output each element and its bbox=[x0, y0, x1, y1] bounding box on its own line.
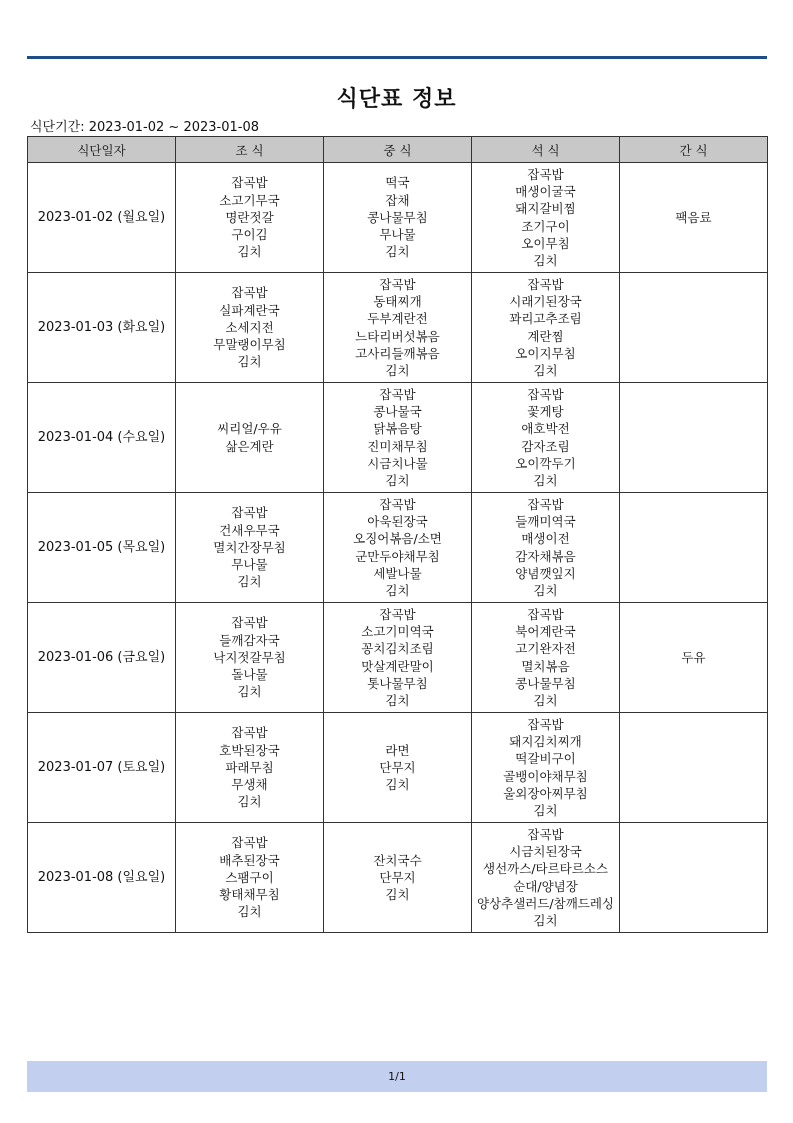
breakfast-item: 잡곡밥 bbox=[231, 725, 268, 741]
dinner-item: 골뱅이야채무침 bbox=[503, 768, 588, 784]
breakfast-item: 무말랭이무침 bbox=[213, 337, 286, 353]
lunch-item: 두부계란전 bbox=[367, 311, 428, 327]
breakfast-cell bbox=[176, 823, 324, 933]
lunch-item: 오징어볶음/소면 bbox=[353, 531, 442, 547]
dinner-item: 고기완자전 bbox=[515, 641, 576, 657]
dinner-item: 김치 bbox=[533, 693, 558, 709]
dinner-item: 시금치된장국 bbox=[509, 843, 582, 859]
meal-date: 2023-01-06 (금요일) bbox=[28, 603, 176, 713]
header-dinner: 석 식 bbox=[472, 137, 620, 163]
dinner-cell bbox=[472, 603, 620, 713]
lunch-item: 잡곡밥 bbox=[379, 496, 416, 512]
breakfast-item: 무나물 bbox=[231, 557, 268, 573]
breakfast-item: 호박된장국 bbox=[219, 742, 280, 758]
dinner-item: 감자조림 bbox=[521, 438, 570, 454]
dinner-cell bbox=[472, 823, 620, 933]
breakfast-item: 삶은계란 bbox=[225, 438, 274, 454]
snack-item: 두유 bbox=[681, 649, 706, 665]
breakfast-item: 파래무침 bbox=[225, 759, 274, 775]
lunch-item: 잔치국수 bbox=[373, 852, 422, 868]
lunch-item: 세발나물 bbox=[373, 565, 422, 581]
breakfast-item: 김치 bbox=[237, 244, 262, 260]
dinner-item: 잡곡밥 bbox=[527, 496, 564, 512]
breakfast-item: 잡곡밥 bbox=[231, 615, 268, 631]
lunch-item: 콩나물무침 bbox=[367, 209, 428, 225]
dinner-item: 조기구이 bbox=[521, 218, 570, 234]
dinner-item: 매생이굴국 bbox=[515, 183, 576, 199]
breakfast-item: 황태채무침 bbox=[219, 887, 280, 903]
dinner-item: 순대/양념장 bbox=[513, 878, 578, 894]
lunch-item: 닭볶음탕 bbox=[373, 421, 422, 437]
lunch-item: 김치 bbox=[385, 777, 410, 793]
breakfast-cell bbox=[176, 493, 324, 603]
lunch-item: 김치 bbox=[385, 693, 410, 709]
dinner-item: 콩나물무침 bbox=[515, 675, 576, 691]
dinner-item: 잡곡밥 bbox=[527, 606, 564, 622]
snack-cell bbox=[620, 603, 768, 713]
lunch-item: 라면 bbox=[385, 742, 410, 758]
snack-cell bbox=[620, 823, 768, 933]
dinner-item: 잡곡밥 bbox=[527, 716, 564, 732]
header-lunch: 중 식 bbox=[324, 137, 472, 163]
dinner-item: 잡곡밥 bbox=[527, 826, 564, 842]
lunch-item: 무나물 bbox=[379, 227, 416, 243]
dinner-item: 돼지김치찌개 bbox=[509, 733, 582, 749]
lunch-cell bbox=[324, 383, 472, 493]
breakfast-item: 소고기무국 bbox=[219, 192, 280, 208]
header-date: 식단일자 bbox=[28, 137, 176, 163]
lunch-item: 콩나물국 bbox=[373, 403, 422, 419]
lunch-item: 고사리들깨볶음 bbox=[355, 345, 440, 361]
dinner-item: 감자채볶음 bbox=[515, 548, 576, 564]
breakfast-item: 구이김 bbox=[231, 227, 268, 243]
dinner-item: 돼지갈비찜 bbox=[515, 201, 576, 217]
breakfast-item: 김치 bbox=[237, 794, 262, 810]
dinner-item: 김치 bbox=[533, 913, 558, 929]
lunch-cell bbox=[324, 273, 472, 383]
dinner-item: 김치 bbox=[533, 363, 558, 379]
meal-date: 2023-01-07 (토요일) bbox=[28, 713, 176, 823]
lunch-item: 꽁치김치조림 bbox=[361, 641, 434, 657]
lunch-item: 김치 bbox=[385, 363, 410, 379]
lunch-item: 김치 bbox=[385, 244, 410, 260]
breakfast-item: 스팸구이 bbox=[225, 869, 274, 885]
dinner-item: 생선까스/타르타르소스 bbox=[483, 861, 608, 877]
table-header-row bbox=[28, 137, 768, 163]
breakfast-item: 잡곡밥 bbox=[231, 285, 268, 301]
dinner-item: 매생이전 bbox=[521, 531, 570, 547]
lunch-item: 김치 bbox=[385, 887, 410, 903]
dinner-cell bbox=[472, 163, 620, 273]
breakfast-item: 건새우무국 bbox=[219, 522, 280, 538]
meal-date: 2023-01-03 (화요일) bbox=[28, 273, 176, 383]
page-footer bbox=[27, 1061, 767, 1092]
lunch-item: 단무지 bbox=[379, 869, 416, 885]
breakfast-cell bbox=[176, 603, 324, 713]
dinner-item: 오이지무침 bbox=[515, 345, 576, 361]
lunch-item: 떡국 bbox=[385, 175, 410, 191]
dinner-item: 오이무침 bbox=[521, 235, 570, 251]
lunch-item: 느타리버섯볶음 bbox=[355, 328, 440, 344]
dinner-item: 잡곡밥 bbox=[527, 276, 564, 292]
breakfast-item: 김치 bbox=[237, 574, 262, 590]
table-row bbox=[28, 823, 768, 933]
table-row bbox=[28, 383, 768, 493]
dinner-item: 김치 bbox=[533, 253, 558, 269]
table-row bbox=[28, 713, 768, 823]
dinner-item: 오이깍두기 bbox=[515, 455, 576, 471]
table-row bbox=[28, 493, 768, 603]
dinner-item: 애호박전 bbox=[521, 421, 570, 437]
meal-table bbox=[27, 136, 768, 933]
snack-item: 팩음료 bbox=[675, 209, 712, 225]
dinner-cell bbox=[472, 713, 620, 823]
lunch-item: 시금치나물 bbox=[367, 455, 428, 471]
breakfast-item: 잡곡밥 bbox=[231, 175, 268, 191]
dinner-cell bbox=[472, 273, 620, 383]
lunch-item: 진미채무침 bbox=[367, 438, 428, 454]
table-row bbox=[28, 273, 768, 383]
lunch-item: 소고기미역국 bbox=[361, 623, 434, 639]
breakfast-item: 무생채 bbox=[231, 777, 268, 793]
lunch-cell bbox=[324, 163, 472, 273]
snack-cell bbox=[620, 163, 768, 273]
dinner-item: 김치 bbox=[533, 583, 558, 599]
lunch-cell bbox=[324, 493, 472, 603]
page-number: 1/1 bbox=[388, 1070, 406, 1083]
breakfast-item: 김치 bbox=[237, 904, 262, 920]
meal-date: 2023-01-02 (월요일) bbox=[28, 163, 176, 273]
lunch-item: 잡채 bbox=[385, 192, 410, 208]
dinner-item: 들깨미역국 bbox=[515, 513, 576, 529]
breakfast-item: 김치 bbox=[237, 354, 262, 370]
breakfast-item: 배추된장국 bbox=[219, 852, 280, 868]
breakfast-cell bbox=[176, 163, 324, 273]
breakfast-item: 소세지전 bbox=[225, 319, 274, 335]
breakfast-cell bbox=[176, 383, 324, 493]
dinner-item: 꽃게탕 bbox=[527, 403, 564, 419]
dinner-item: 김치 bbox=[533, 803, 558, 819]
lunch-item: 잡곡밥 bbox=[379, 386, 416, 402]
header-snack: 간 식 bbox=[620, 137, 768, 163]
meal-table-body bbox=[28, 163, 768, 933]
breakfast-item: 들깨감자국 bbox=[219, 632, 280, 648]
dinner-item: 북어계란국 bbox=[515, 623, 576, 639]
lunch-item: 단무지 bbox=[379, 759, 416, 775]
meal-date: 2023-01-05 (목요일) bbox=[28, 493, 176, 603]
dinner-item: 양념깻잎지 bbox=[515, 565, 576, 581]
breakfast-item: 김치 bbox=[237, 684, 262, 700]
header-breakfast: 조 식 bbox=[176, 137, 324, 163]
dinner-item: 울외장아찌무침 bbox=[503, 785, 588, 801]
breakfast-cell bbox=[176, 273, 324, 383]
snack-cell bbox=[620, 713, 768, 823]
breakfast-item: 잡곡밥 bbox=[231, 505, 268, 521]
snack-cell bbox=[620, 273, 768, 383]
dinner-cell bbox=[472, 383, 620, 493]
dinner-item: 양상추샐러드/참깨드레싱 bbox=[476, 895, 615, 911]
page-title: 식단표 정보 bbox=[336, 87, 457, 112]
breakfast-item: 멸치간장무침 bbox=[213, 539, 286, 555]
breakfast-item: 돌나물 bbox=[231, 667, 268, 683]
dinner-cell bbox=[472, 493, 620, 603]
lunch-item: 김치 bbox=[385, 583, 410, 599]
lunch-cell bbox=[324, 603, 472, 713]
lunch-cell bbox=[324, 713, 472, 823]
dinner-item: 시래기된장국 bbox=[509, 293, 582, 309]
table-row bbox=[28, 603, 768, 713]
breakfast-item: 실파계란국 bbox=[219, 302, 280, 318]
top-rule bbox=[27, 56, 767, 59]
lunch-item: 군만두야채무침 bbox=[355, 548, 440, 564]
dinner-item: 꽈리고추조림 bbox=[509, 311, 582, 327]
lunch-item: 잡곡밥 bbox=[379, 276, 416, 292]
dinner-item: 멸치볶음 bbox=[521, 658, 570, 674]
lunch-item: 동태찌개 bbox=[373, 293, 422, 309]
dinner-item: 김치 bbox=[533, 473, 558, 489]
dinner-item: 잡곡밥 bbox=[527, 166, 564, 182]
breakfast-item: 명란젓갈 bbox=[225, 209, 274, 225]
lunch-cell bbox=[324, 823, 472, 933]
breakfast-item: 낙지젓갈무침 bbox=[213, 649, 286, 665]
table-row bbox=[28, 163, 768, 273]
dinner-item: 잡곡밥 bbox=[527, 386, 564, 402]
meal-period: 식단기간: 2023-01-02 ~ 2023-01-08 bbox=[30, 120, 260, 135]
snack-cell bbox=[620, 383, 768, 493]
breakfast-item: 잡곡밥 bbox=[231, 835, 268, 851]
snack-cell bbox=[620, 493, 768, 603]
lunch-item: 잡곡밥 bbox=[379, 606, 416, 622]
lunch-item: 톳나물무침 bbox=[367, 675, 428, 691]
breakfast-item: 씨리얼/우유 bbox=[217, 421, 282, 437]
dinner-item: 계란찜 bbox=[527, 328, 564, 344]
lunch-item: 맛살계란말이 bbox=[361, 658, 434, 674]
lunch-item: 아욱된장국 bbox=[367, 513, 428, 529]
dinner-item: 떡갈비구이 bbox=[515, 751, 576, 767]
meal-date: 2023-01-08 (일요일) bbox=[28, 823, 176, 933]
meal-date: 2023-01-04 (수요일) bbox=[28, 383, 176, 493]
breakfast-cell bbox=[176, 713, 324, 823]
lunch-item: 김치 bbox=[385, 473, 410, 489]
